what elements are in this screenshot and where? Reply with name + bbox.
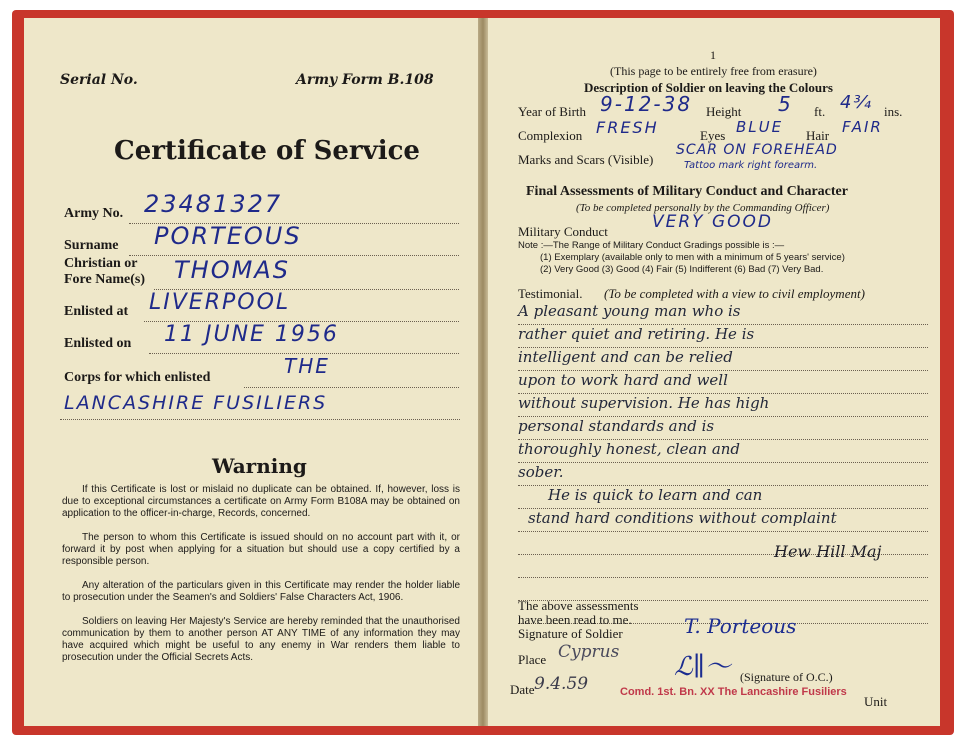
page-number: 1 bbox=[710, 48, 716, 62]
eyes-label: Eyes bbox=[700, 128, 726, 143]
conduct-note-1: Note :—The Range of Military Conduct Gradings possible is :— bbox=[518, 240, 785, 251]
height-label: Height bbox=[706, 104, 742, 119]
testimonial-line: sober. bbox=[518, 463, 928, 486]
testimonial-line: He is quick to learn and can bbox=[518, 486, 928, 509]
soldier-signature: T. Porteous bbox=[684, 614, 797, 638]
corps-value-2: LANCASHIRE FUSILIERS bbox=[64, 392, 328, 414]
enlisted-at-label: Enlisted at bbox=[64, 304, 129, 319]
warning-paragraph-3: Any alteration of the particulars given in this Certificate may render the holder liable to prosecution under the Seamen's and Soldiers' False Characters Act, 1906. bbox=[62, 580, 460, 603]
co-signature-mark: ℒ∥〜 bbox=[674, 652, 731, 682]
enlisted-on-label: Enlisted on bbox=[64, 336, 132, 351]
testimonial-line: stand hard conditions without complaint bbox=[518, 509, 928, 532]
height-feet-value: 5 bbox=[778, 92, 793, 116]
place-label: Place bbox=[518, 652, 547, 667]
left-page bbox=[24, 18, 478, 726]
assessment-subtitle: (To be completed personally by the Commanding Officer) bbox=[576, 202, 830, 214]
conduct-note-3: (2) Very Good (3) Good (4) Fair (5) Indifferent (6) Bad (7) Very Bad. bbox=[540, 264, 824, 275]
testimonial-line: upon to work hard and well bbox=[518, 371, 928, 394]
erasure-note: (This page to be entirely free from erasure) bbox=[610, 64, 817, 78]
date-value: 9.4.59 bbox=[534, 674, 589, 694]
marks-value: SCAR ON FOREHEAD bbox=[676, 142, 838, 158]
corps-line-2 bbox=[60, 418, 460, 420]
unit-stamp: Comd. 1st. Bn. XX The Lancashire Fusiliers bbox=[620, 686, 847, 698]
inches-label: ins. bbox=[884, 104, 903, 119]
testimonial-label: Testimonial. bbox=[518, 286, 583, 301]
warning-title: Warning bbox=[212, 454, 307, 478]
christian-label-1: Christian or bbox=[64, 256, 138, 271]
complexion-label: Complexion bbox=[518, 128, 583, 143]
military-conduct-value: VERY GOOD bbox=[652, 212, 773, 232]
testimonial-line: thoroughly honest, clean and bbox=[518, 440, 928, 463]
complexion-value: FRESH bbox=[596, 118, 659, 137]
serial-label: Serial No. bbox=[60, 72, 138, 88]
marks-value-2: Tattoo mark right forearm. bbox=[684, 160, 818, 171]
signature-of-soldier-label: Signature of Soldier bbox=[518, 626, 623, 641]
assessment-read-line-1: The above assessments bbox=[518, 598, 639, 613]
testimonial-line: personal standards and is bbox=[518, 417, 928, 440]
testimonial-subtitle: (To be completed with a view to civil employment) bbox=[604, 286, 865, 301]
military-conduct-label: Military Conduct bbox=[518, 224, 608, 239]
conduct-note-2: (1) Exemplary (available only to men with a minimum of 5 years' service) bbox=[540, 252, 845, 263]
corps-value-1: THE bbox=[284, 354, 330, 378]
signature-of-oc-label: (Signature of O.C.) bbox=[740, 670, 833, 684]
year-of-birth-value: 9-12-38 bbox=[600, 92, 693, 116]
assessment-read-line-2: have been read to me. bbox=[518, 612, 632, 627]
army-no-value: 23481327 bbox=[144, 190, 283, 218]
testimonial-line: without supervision. He has high bbox=[518, 394, 928, 417]
co-signature: Hew Hill Maj bbox=[774, 542, 882, 561]
hair-value: FAIR bbox=[842, 118, 883, 136]
warning-paragraph-2: The person to whom this Certificate is issued should on no account part with it, or forward it by post when applying for a situation but should use a copy certified by a responsible person. bbox=[62, 532, 460, 567]
corps-line-1 bbox=[244, 386, 459, 388]
warning-paragraph-1: If this Certificate is lost or mislaid no duplicate can be obtained. If, however, loss is due to exceptional circumstances a certificate on Army Form B108A may be obtained on application to the officer-in-charge, Records, concerned. bbox=[62, 484, 460, 519]
date-label: Date bbox=[510, 682, 535, 697]
forename-value: THOMAS bbox=[174, 256, 290, 284]
marks-label: Marks and Scars (Visible) bbox=[518, 152, 654, 167]
christian-label-2: Fore Name(s) bbox=[64, 272, 145, 287]
right-page bbox=[488, 18, 940, 726]
surname-value: PORTEOUS bbox=[154, 222, 302, 250]
eyes-value: BLUE bbox=[736, 118, 784, 136]
enlisted-at-value: LIVERPOOL bbox=[149, 290, 291, 315]
feet-label: ft. bbox=[814, 104, 826, 119]
page-title: Certificate of Service bbox=[114, 136, 420, 166]
testimonial-line: intelligent and can be relied bbox=[518, 348, 928, 371]
description-title: Description of Soldier on leaving the Colours bbox=[584, 80, 833, 95]
enlisted-on-value: 11 JUNE 1956 bbox=[164, 322, 339, 347]
place-value: Cyprus bbox=[558, 642, 620, 662]
form-number: Army Form B.108 bbox=[296, 72, 434, 88]
army-no-label: Army No. bbox=[64, 206, 124, 221]
unit-label: Unit bbox=[864, 694, 888, 709]
booklet-spine bbox=[478, 18, 488, 726]
testimonial-line: A pleasant young man who is bbox=[518, 302, 928, 325]
testimonial-line: rather quiet and retiring. He is bbox=[518, 325, 928, 348]
assessment-title: Final Assessments of Military Conduct and Character bbox=[526, 184, 848, 199]
year-of-birth-label: Year of Birth bbox=[518, 104, 587, 119]
surname-label: Surname bbox=[64, 238, 119, 253]
height-inches-value: 4¾ bbox=[840, 92, 873, 113]
corps-label: Corps for which enlisted bbox=[64, 370, 211, 385]
hair-label: Hair bbox=[806, 128, 830, 143]
warning-paragraph-4: Soldiers on leaving Her Majesty's Service are hereby reminded that the unauthorised communication by them to another person AT ANY TIME of any information they may have acquired which might be useful to any enemy in War renders them liable to prosecution under the Official Secrets Acts. bbox=[62, 616, 460, 663]
